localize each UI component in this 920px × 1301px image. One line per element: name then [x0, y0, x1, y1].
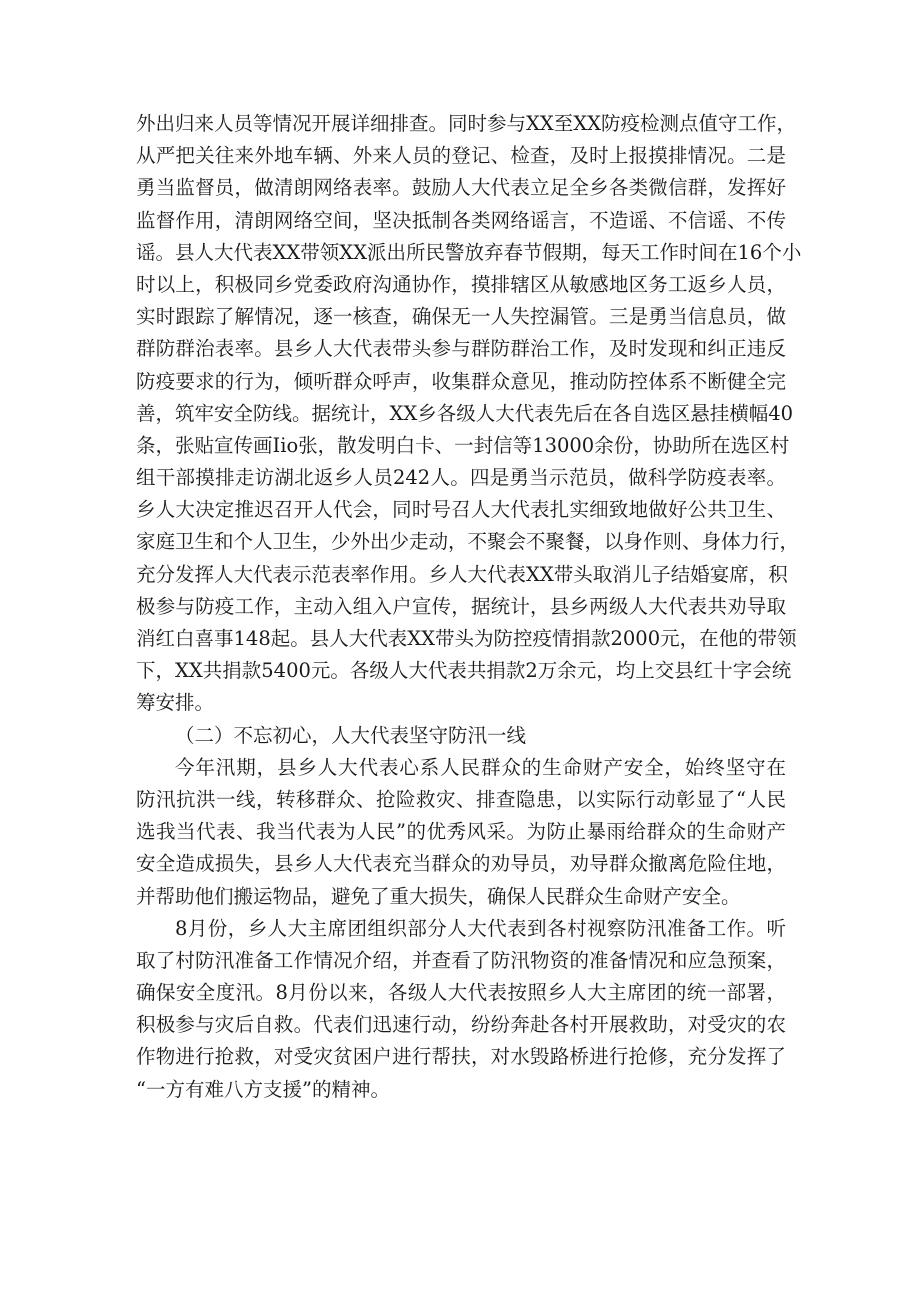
text-line: 充分发挥人大代表示范表率作用。乡人大代表XX带头取消儿子结婚宴席，积: [136, 562, 788, 586]
text-line: 组干部摸排走访湖北返乡人员242人。四是勇当示范员，做科学防疫表率。: [136, 466, 786, 490]
text-line: 从严把关往来外地车辆、外来人员的登记、检查，及时上报摸排情况。二是: [136, 144, 786, 168]
text-line: 条，张贴宣传画Iio张，散发明白卡、一封信等13000余份，协助所在选区村: [136, 433, 790, 457]
paragraph: [136, 752, 786, 913]
text-line: 时以上，积极同乡党委政府沟通协作，摸排辖区从敏感地区务工返乡人员，: [136, 272, 786, 296]
text-line: 防汛抗洪一线，转移群众、抢险救灾、排查隐患，以实际行动彰显了“人民: [136, 787, 786, 811]
section-heading: （二）不忘初心，人大代表坚守防汛一线: [175, 723, 527, 747]
text-line: 下，XX共捐款5400元。各级人大代表共捐款2万余元，均上交县红十字会统: [136, 659, 792, 683]
text-line: 外出归来人员等情况开展详细排查。同时参与XX至XX防疫检测点值守工作，: [136, 112, 797, 135]
text-line: 勇当监督员，做清朗网络表率。鼓励人大代表立足全乡各类微信群，发挥好: [136, 176, 786, 200]
text-line: 家庭卫生和个人卫生，少外出少走动，不聚会不聚餐，以身作则、身体力行，: [136, 530, 800, 554]
text-line: 筹安排。: [136, 691, 215, 715]
text-line: 安全造成损失，县乡人大代表充当群众的劝导员，劝导群众撤离危险住地，: [136, 852, 786, 876]
text-line: 谣。县人大代表XX带领XX派出所民警放弃春节假期，每天工作时间在16个小: [136, 240, 802, 264]
text-line: 今年汛期，县乡人大代表心系人民群众的生命财产安全，始终坚守在: [175, 755, 786, 779]
paragraph: [136, 913, 786, 1106]
text-line: 确保安全度汛。8月份以来，各级人大代表按照乡人大主席团的统一部署，: [136, 981, 786, 1005]
text-line: 消红白喜事148起。县人大代表XX带头为防控疫情捐款2000元，在他的带领: [136, 627, 797, 650]
text-line: 乡人大决定推迟召开人代会，同时号召人大代表扎实细致地做好公共卫生、: [136, 498, 786, 522]
text-line: 取了村防汛准备工作情况介绍，并查看了防汛物资的准备情况和应急预案，: [136, 948, 786, 972]
text-line: 作物进行抢救，对受灾贫困户进行帮扶，对水毁路桥进行抢修，充分发挥了: [136, 1045, 786, 1069]
paragraph: [136, 108, 802, 720]
text-line: 防疫要求的行为，倾听群众呼声，收集群众意见，推动防控体系不断健全完: [136, 369, 786, 393]
document-page: [136, 108, 802, 1106]
text-line: 选我当代表、我当代表为人民”的优秀风采。为防止暴雨给群众的生命财产: [136, 820, 786, 844]
text-line: “一方有难八方支援”的精神。: [136, 1077, 390, 1101]
text-line: 并帮助他们搬运物品，避免了重大损失，确保人民群众生命财产安全。: [136, 884, 741, 908]
text-line: 善，筑牢安全防线。据统计，XX乡各级人大代表先后在各自选区悬挂横幅40: [136, 401, 794, 425]
text-line: 实时跟踪了解情况，逐一核查，确保无一人失控漏管。三是勇当信息员，做: [136, 305, 786, 329]
text-line: 群防群治表率。县乡人大代表带头参与群防群治工作，及时发现和纠正违反: [136, 337, 786, 361]
text-line: 极参与防疫工作，主动入组入户宣传，据统计，县乡两级人大代表共劝导取: [136, 594, 786, 618]
text-line: 监督作用，清朗网络空间，坚决抵制各类网络谣言，不造谣、不信谣、不传: [136, 208, 786, 232]
text-line: 积极参与灾后自救。代表们迅速行动，纷纷奔赴各村开展救助，对受灾的农: [136, 1013, 786, 1037]
text-line: 8月份，乡人大主席团组织部分人大代表到各村视察防汛准备工作。听: [175, 916, 786, 940]
